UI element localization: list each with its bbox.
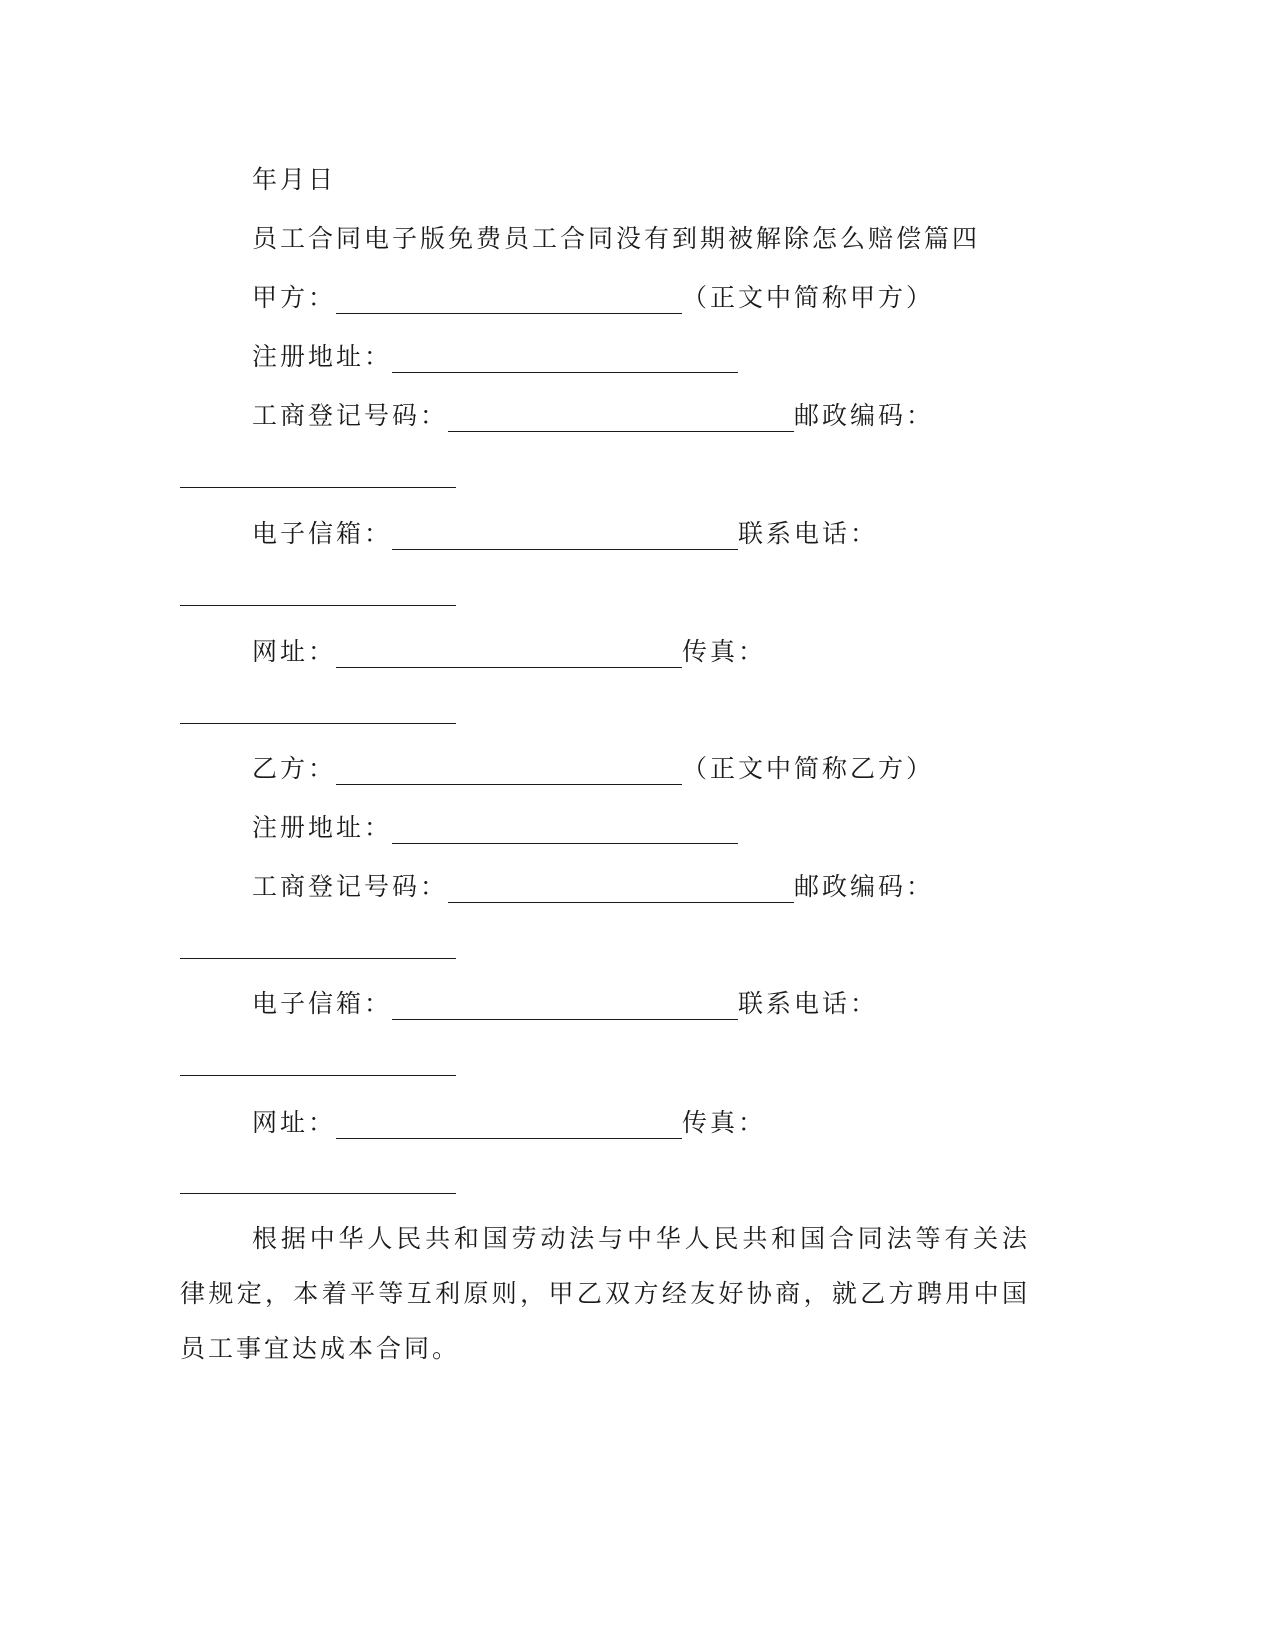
party-b-address-blank <box>392 817 738 844</box>
party-a-postcode-blank <box>180 487 456 488</box>
party-b-postcode-blank <box>180 958 456 959</box>
party-a-website-label: 网址： <box>252 637 337 666</box>
party-a-name-blank <box>336 287 682 314</box>
party-a-email-blank <box>392 523 738 550</box>
party-b-website-row <box>252 1107 766 1139</box>
party-b-name-label: 乙方： <box>252 754 337 783</box>
party-a-address-blank <box>392 346 738 373</box>
party-a-website-row <box>252 636 766 668</box>
party-a-fax-blank <box>180 723 456 724</box>
section-heading: 员工合同电子版免费员工合同没有到期被解除怎么赔偿篇四 <box>252 224 981 253</box>
party-b-postcode-label: 邮政编码： <box>794 872 935 901</box>
party-a-reg-label: 工商登记号码： <box>252 401 449 430</box>
party-a-email-label: 电子信箱： <box>252 519 393 548</box>
party-a-fax-label: 传真： <box>682 637 767 666</box>
party-b-website-label: 网址： <box>252 1108 337 1137</box>
party-a-phone-blank <box>180 605 456 606</box>
party-a-name-suffix: （正文中简称甲方） <box>682 283 935 312</box>
party-b-email-row <box>252 988 878 1020</box>
party-b-email-label: 电子信箱： <box>252 989 393 1018</box>
party-b-address-label: 注册地址： <box>252 813 393 842</box>
party-a-name-label: 甲方： <box>252 283 337 312</box>
party-a-email-row <box>252 518 878 550</box>
party-b-fax-blank <box>180 1193 456 1194</box>
party-b-email-blank <box>392 993 738 1020</box>
date-line: 年月日 <box>252 165 337 194</box>
party-a-address-label: 注册地址： <box>252 342 393 371</box>
party-a-postcode-label: 邮政编码： <box>794 401 935 430</box>
party-a-name-row <box>252 282 934 314</box>
party-a-address-row <box>252 341 738 373</box>
body-paragraph: 根据中华人民共和国劳动法与中华人民共和国合同法等有关法律规定，本着平等互利原则，甲乙双方经友好协商，就乙方聘用中国员工事宜达成本合同。 <box>180 1224 1030 1363</box>
party-b-address-row <box>252 812 738 844</box>
party-a-phone-label: 联系电话： <box>738 519 879 548</box>
party-b-website-blank <box>336 1112 682 1139</box>
party-b-name-row <box>252 753 934 785</box>
party-b-reg-label: 工商登记号码： <box>252 872 449 901</box>
party-b-name-blank <box>336 758 682 785</box>
party-b-phone-label: 联系电话： <box>738 989 879 1018</box>
party-a-website-blank <box>336 641 682 668</box>
party-b-phone-blank <box>180 1075 456 1076</box>
party-a-reg-blank <box>448 405 794 432</box>
party-b-name-suffix: （正文中简称乙方） <box>682 754 935 783</box>
party-b-registration-row <box>252 871 934 903</box>
party-a-registration-row <box>252 400 934 432</box>
party-b-reg-blank <box>448 876 794 903</box>
party-b-fax-label: 传真： <box>682 1108 767 1137</box>
